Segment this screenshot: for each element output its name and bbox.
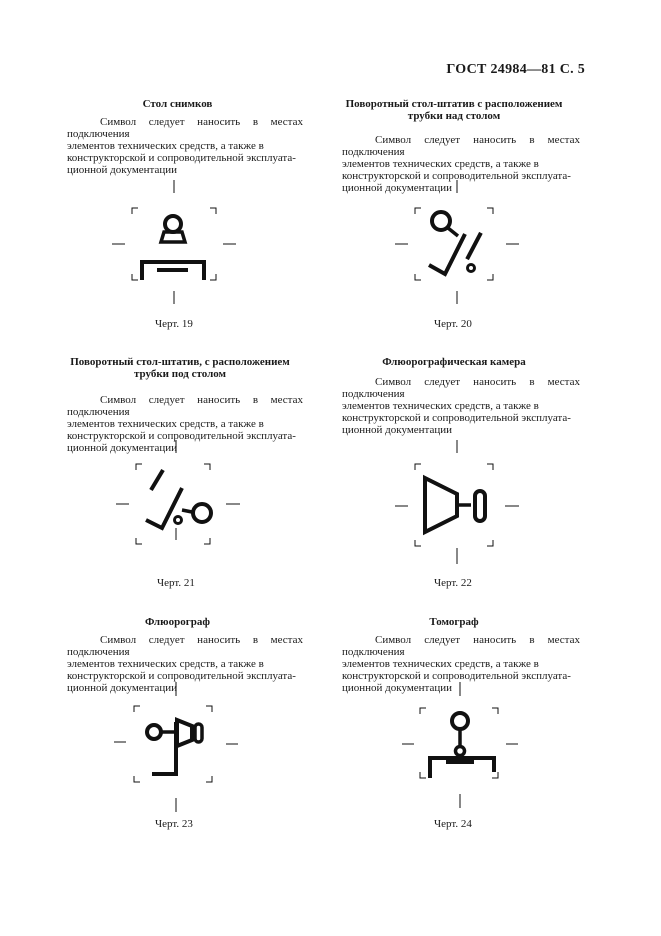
tilting-table-tube-below-icon <box>116 440 240 564</box>
note-line-3: конструкторской и сопроводительной эксплуата- <box>67 670 296 682</box>
fluorographic-camera-icon <box>395 440 519 564</box>
note-line-2: элементов технических средств, а также в <box>67 140 264 152</box>
caption-23: Черт. 23 <box>155 818 193 830</box>
caption-24: Черт. 24 <box>434 818 472 830</box>
note-line-3: конструкторской и сопроводительной эксплуата- <box>67 430 296 442</box>
note-line-3: конструкторской и сопроводительной эксплуата- <box>342 412 571 424</box>
section-title-23: Флюорограф <box>145 616 210 628</box>
x-ray-table-icon <box>112 180 236 304</box>
caption-21: Черт. 21 <box>157 577 195 589</box>
section-text-19 <box>67 116 303 176</box>
note-line-4: ционной документации <box>342 182 453 194</box>
section-title-21: Поворотный стол-штатив, с расположением трубки под столом <box>70 356 290 380</box>
tilting-table-tube-above-icon <box>395 180 519 304</box>
note-line-4: ционной документации <box>342 424 453 436</box>
fluorograph-icon <box>114 682 238 822</box>
note-line-1: Символ следует наносить в местах подключения <box>67 394 303 418</box>
note-line-2: элементов технических средств, а также в <box>67 418 264 430</box>
note-line-1: Символ следует наносить в местах подключения <box>342 634 580 658</box>
note-line-4: ционной документации <box>67 682 178 694</box>
note-line-1: Символ следует наносить в местах подключения <box>342 376 580 400</box>
caption-20: Черт. 20 <box>434 318 472 330</box>
caption-19: Черт. 19 <box>155 318 193 330</box>
caption-22: Черт. 22 <box>434 577 472 589</box>
section-title-20: Поворотный стол-штатив с расположением трубки над столом <box>345 98 563 122</box>
note-line-3: конструкторской и сопроводительной эксплуата- <box>342 670 571 682</box>
page-header: ГОСТ 24984—81 С. 5 <box>446 62 585 77</box>
note-line-1: Символ следует наносить в местах подключения <box>67 634 303 658</box>
section-title-24: Томограф <box>429 616 479 628</box>
note-line-2: элементов технических средств, а также в <box>342 158 539 170</box>
note-line-2: элементов технических средств, а также в <box>342 400 539 412</box>
note-line-1: Символ следует наносить в местах подключения <box>67 116 303 140</box>
note-line-4: ционной документации <box>342 682 453 694</box>
section-title-19: Стол снимков <box>142 98 213 110</box>
note-line-3: конструкторской и сопроводительной эксплуата- <box>67 152 296 164</box>
note-line-2: элементов технических средств, а также в <box>67 658 264 670</box>
note-line-2: элементов технических средств, а также в <box>342 658 539 670</box>
note-line-3: конструкторской и сопроводительной эксплуата- <box>342 170 571 182</box>
tomograph-icon <box>398 682 522 822</box>
section-title-22: Флюорографическая камера <box>382 356 526 368</box>
note-line-4: ционной документации <box>67 442 178 454</box>
section-text-22 <box>342 376 580 436</box>
note-line-4: ционной документации <box>67 164 178 176</box>
note-line-1: Символ следует наносить в местах подключения <box>342 134 580 158</box>
